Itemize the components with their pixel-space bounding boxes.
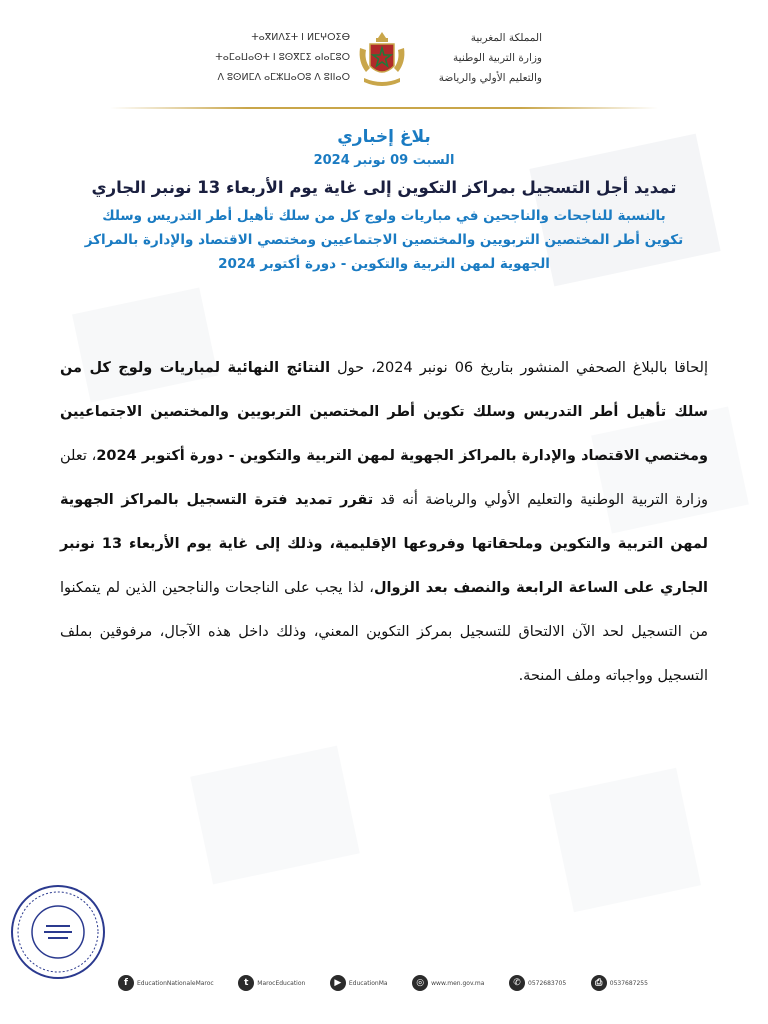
header-divider [110, 107, 658, 109]
notice-date: السبت 09 نونبر 2024 [313, 153, 455, 168]
tifinagh-line: ⵜⴰⵎⴰⵡⴰⵙⵜ ⵏ ⵓⵙⴳⵎⵉ ⴰⵏⴰⵎⵓⵔ [215, 52, 350, 63]
subtitle-line: تكوين أطر المختصين التربويين والمختصين الاجتماعيين ومختصي الاقتصاد والإدارة بالمراكز [84, 232, 684, 248]
globe-icon: ◎ [412, 975, 428, 991]
twitter-link[interactable] [238, 975, 305, 991]
facebook-icon: f [118, 975, 134, 991]
twitter-handle: MarocEducation [257, 979, 306, 987]
tifinagh-line: ⵜⴰⴳⵍⴷⵉⵜ ⵏ ⵍⵎⵖⵔⵉⴱ [251, 32, 350, 43]
youtube-icon: ▶ [330, 975, 346, 991]
moroccan-coat-of-arms-icon [356, 28, 408, 92]
tifinagh-line: ⴷ ⵓⵙⵍⵎⴷ ⴰⵎⵣⵡⴰⵔⵓ ⴷ ⵓⵏⵏⴰⵔ [217, 72, 350, 83]
tifinagh-ministry-name [200, 28, 350, 88]
body-text: إلحاقا بالبلاغ الصحفي المنشور بتاريخ 06 نونبر 2024، حول [330, 360, 708, 376]
ministry-line: وزارة التربية الوطنية [453, 52, 542, 64]
fax-contact [591, 975, 648, 991]
phone-number: 0572683705 [528, 979, 567, 987]
ministry-line: والتعليم الأولي والرياضة [438, 72, 542, 84]
website-link[interactable] [412, 975, 484, 991]
body-bold-text: النتائج النهائية لمباريات ولوج كل من سلك تأهيل أطر التدريس وسلك تكوين أطر المختصين التربويين والمختصين الاجتماعيين ومختصي الاقتصاد والإدارة بالمراكز الجهوية لمهن التربية والتكوين - دورة أكتوبر 2024 [60, 360, 708, 464]
body-text: ، تعلن وزارة التربية الوطنية والتعليم الأولي والرياضة أنه قد [60, 448, 708, 508]
ministry-line: المملكة المغربية [470, 32, 542, 44]
notice-heading [60, 120, 708, 276]
notice-title: بلاغ إخباري [337, 127, 431, 147]
body-text: ، لذا يجب على الناجحات والناجحين الذين لم يتمكنوا من التسجيل لحد الآن الالتحاق للتسجيل بمركز التكوين المعني، وذلك داخل هذه الآجال، مرفوقين بملف التسجيل وواجباته وملف المنحة. [60, 580, 708, 684]
notice-headline: تمديد أجل التسجيل بمراكز التكوين إلى غاية يوم الأربعاء 13 نونبر الجاري [91, 178, 677, 197]
youtube-handle: EducationMa [348, 979, 388, 987]
phone-icon: ✆ [509, 975, 525, 991]
background-shape [190, 746, 360, 885]
background-shape [549, 768, 701, 912]
contact-footer [118, 972, 648, 994]
ministry-name [412, 28, 542, 88]
youtube-link[interactable] [330, 975, 388, 991]
letterhead [0, 28, 768, 92]
facebook-handle: EducationNationaleMaroc [137, 979, 214, 987]
twitter-icon: t [238, 975, 254, 991]
website-url: www.men.gov.ma [431, 979, 485, 987]
official-stamp-icon [8, 882, 108, 982]
fax-icon: ⎙ [591, 975, 607, 991]
subtitle-line: الجهوية لمهن التربية والتكوين - دورة أكتوبر 2024 [218, 256, 550, 272]
fax-number: 0537687255 [609, 979, 648, 987]
notice-subtitle [60, 204, 708, 276]
notice-body [60, 346, 708, 698]
subtitle-line: بالنسبة للناجحات والناجحين في مباريات ولوج كل من سلك تأهيل أطر التدريس وسلك [102, 208, 666, 224]
body-bold-text: تقرر تمديد فترة التسجيل بالمراكز الجهوية لمهن التربية والتكوين وملحقاتها وفروعها الإقليمية، وذلك إلى غاية يوم الأربعاء 13 نونبر الجاري على الساعة الرابعة والنصف بعد الزوال [60, 492, 709, 596]
phone-contact [509, 975, 566, 991]
facebook-link[interactable] [118, 975, 214, 991]
